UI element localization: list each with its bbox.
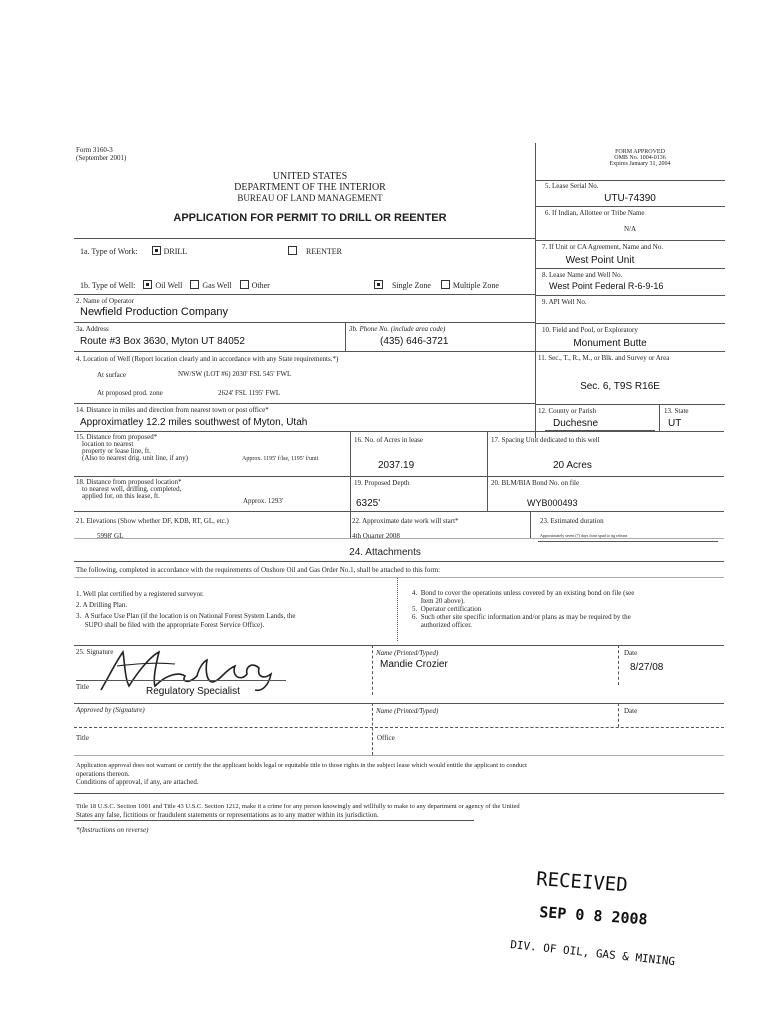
other-label: Other [251, 281, 270, 290]
duration: Approximately seven (7) days from spud to rig release. [540, 533, 629, 538]
approved-date-label: Date [624, 707, 638, 715]
row15-label-line: property or lease line, ft. [82, 447, 151, 455]
unit-agreement: West Point Unit [565, 255, 635, 266]
approval-line: OMB No. 1004-0136 [614, 155, 666, 161]
signature-label: 25. Signature [76, 648, 114, 656]
type-of-work-label: 1a. Type of Work: [80, 247, 138, 256]
signature-date: 8/27/08 [630, 662, 664, 673]
other-checkbox[interactable] [240, 280, 249, 289]
duration-label: 23. Estimated duration [540, 517, 604, 525]
f9-label: 9. API Well No. [542, 298, 587, 306]
omb-approval [560, 149, 720, 167]
reenter-label: REENTER [306, 247, 342, 256]
footer-notice [76, 762, 721, 786]
footer-line: operations thereon. [76, 770, 130, 778]
title-label: Title [76, 683, 89, 691]
legal-line: States any false, fictitious or fraudulent statements or representations as to any matter within its jurisdiction. [76, 811, 379, 819]
row18-label-line: applied for, on this lease, ft. [82, 492, 160, 500]
footer-line: Application approval does not warrant or certify the the applicant holds legal or equitable title to those rights in the subject lease which would entitle the applicant to conduct [76, 762, 527, 769]
f10-label: 10. Field and Pool, or Exploratory [542, 326, 638, 334]
approved-by-label: Approved by (Signature) [76, 706, 145, 714]
row18-label-line: to nearest well, drilling, completed, [82, 485, 182, 493]
gas-well-checkbox[interactable] [190, 280, 199, 289]
single-zone-checkbox[interactable] [374, 280, 383, 289]
surface-location: NW/SW (LOT #6) 2030' FSL 545' FWL [178, 370, 292, 378]
bond-label: 20. BLM/BIA Bond No. on file [491, 479, 580, 487]
name-label: Name (Printed/Typed) [376, 649, 439, 657]
distance-town-label: 14. Distance in miles and direction from nearest town or post office* [76, 406, 269, 414]
type-of-work [80, 246, 187, 257]
division-stamp: DIV. OF OIL, GAS & MINING [509, 938, 676, 969]
form-number: Form 3160-3 [76, 146, 113, 154]
lease-serial-no: UTU-74390 [604, 193, 656, 204]
row15-label [76, 434, 188, 462]
phone-label: 3b. Phone No. (include area code) [349, 325, 446, 333]
reenter-checkbox[interactable] [288, 246, 297, 255]
operator-address: Route #3 Box 3630, Myton UT 84052 [80, 336, 245, 347]
reenter-option [288, 246, 342, 257]
lease-name-well-no: West Point Federal R-6-9-16 [549, 281, 664, 291]
spacing-label: 17. Spacing Unit dedicated to this well [491, 436, 600, 444]
row15-label-line: (Also to nearest drig. unit line, if any) [82, 454, 188, 462]
state: UT [668, 418, 682, 429]
address-label: 3a. Address [76, 325, 109, 333]
f11-label: 11. Sec., T., R., M., or Blk. and Survey or Area [538, 354, 670, 362]
drill-checkbox[interactable] [152, 246, 161, 255]
row15-label-line: location to nearest [82, 440, 134, 448]
county: Duchesne [553, 418, 599, 429]
agency-line: BUREAU OF LAND MANAGEMENT [237, 193, 383, 203]
agency-heading [160, 171, 460, 204]
attachment-item: 5. Operator certification [412, 605, 482, 613]
page-title: APPLICATION FOR PERMIT TO DRILL OR REENTER [173, 212, 447, 224]
row18-label-line: 18. Distance from proposed location* [76, 478, 182, 486]
f5-label: 5. Lease Serial No. [545, 182, 599, 190]
office-label: Office [377, 734, 395, 742]
received-date-stamp: SEP 0 8 2008 [538, 903, 649, 929]
f7-label: 7. If Unit or CA Agreement, Name and No. [542, 243, 664, 251]
gas-well-label: Gas Well [202, 281, 232, 290]
oil-well-checkbox[interactable] [143, 280, 152, 289]
spacing-unit: 20 Acres [553, 460, 592, 471]
attachment-item: 6. Such other site specific information and/or plans as may be required by the [412, 613, 631, 621]
agency-line: UNITED STATES [272, 171, 348, 182]
signer-name: Mandie Crozier [380, 659, 448, 670]
agency-line: DEPARTMENT OF THE INTERIOR [234, 182, 386, 193]
attachment-item: SUPO shall be filed with the appropriate Forest Service Office). [76, 621, 265, 629]
drill-label: DRILL [163, 247, 188, 256]
type-of-well [80, 280, 270, 291]
received-stamp: RECEIVED [535, 868, 629, 897]
attachment-item: 2. A Drilling Plan. [76, 601, 128, 609]
section-township: Sec. 6, T9S R16E [580, 381, 660, 392]
start-date: 4th Quarter 2008 [352, 532, 400, 540]
elevation: 5998' GL [97, 532, 124, 540]
attachment-item: Item 20 above). [412, 597, 465, 605]
attachments-intro: The following, completed in accordance with the requirements of Onshore Oil and Gas Order No.1, shall be attached to this form: [76, 566, 441, 574]
distance-town: Approximatley 12.2 miles southwest of Myton, Utah [80, 417, 308, 428]
multiple-zone-checkbox[interactable] [441, 280, 450, 289]
form-date: (September 2001) [76, 154, 127, 162]
attachment-item: 1. Well plat certified by a registered surveyor. [76, 590, 204, 598]
legal-notice [76, 803, 721, 819]
row18-label [76, 479, 182, 500]
acres-label: 16. No. of Acres in lease [354, 436, 424, 444]
approval-line: FORM APPROVED [615, 149, 665, 155]
attachment-item: authorized officer. [412, 621, 472, 629]
operator-phone: (435) 646-3721 [380, 336, 449, 347]
f8-label: 8. Lease Name and Well No. [542, 271, 623, 279]
prod-zone-location: 2624' FSL 1195' FWL [218, 389, 281, 397]
attachments-title: 24. Attachments [349, 547, 421, 558]
bond-number: WYB000493 [527, 498, 578, 508]
prod-zone-label: At proposed prod. zone [97, 389, 163, 397]
elevation-label: 21. Elevations (Show whether DF, KDB, RT, GL, etc.) [76, 517, 229, 525]
zone-options [374, 280, 499, 291]
start-date-label: 22. Approximate date work will start* [352, 517, 459, 525]
attachment-item: 4. Bond to cover the operations unless covered by an existing bond on file (see [412, 589, 635, 597]
f12-label: 12. County or Parish [538, 407, 596, 415]
oil-well-label: Oil Well [155, 281, 183, 290]
date-label: Date [624, 649, 638, 657]
location-label: 4. Location of Well (Report location clearly and in accordance with any State requirements.*) [76, 355, 339, 363]
multiple-zone-label: Multiple Zone [452, 281, 499, 290]
approved-name-label: Name (Printed/Typed) [376, 707, 439, 715]
indian-allottee: N/A [623, 225, 637, 233]
attachments-right-list [412, 589, 634, 629]
surface-label: At surface [97, 371, 126, 379]
field-pool: Monument Butte [573, 338, 647, 349]
approval-line: Expires January 31, 2004 [609, 161, 671, 167]
title2-label: Title [76, 734, 89, 742]
attachments-left-list [76, 589, 296, 629]
attachment-item: 3. A Surface Use Plan (if the location is on National Forest System Lands, the [76, 612, 296, 620]
distance-lease-line: Approx. 1195' f/lse, 1195' f/unit [242, 456, 319, 462]
acres-in-lease: 2037.19 [378, 460, 415, 471]
footer-line: Conditions of approval, if any, are attached. [76, 778, 199, 786]
f6-label: 6. If Indian, Allottee or Tribe Name [545, 209, 645, 217]
row15-label-line: 15. Distance from proposed* [76, 433, 158, 441]
operator-name: Newfield Production Company [80, 306, 228, 318]
operator-label: 2. Name of Operator [76, 297, 134, 305]
f13-label: 13. State [664, 407, 689, 415]
legal-line: Title 18 U.S.C. Section 1001 and Title 43 U.S.C. Section 1212, make it a crime for any person knowingly and willfully to make to any department or agency of the United [76, 803, 520, 810]
distance-nearest-well: Approx. 1293' [243, 497, 284, 505]
single-zone-label: Single Zone [392, 281, 431, 290]
type-of-well-label: 1b. Type of Well: [80, 281, 136, 290]
instructions-note: *(Instructions on reverse) [76, 826, 149, 834]
signer-title: Regulatory Specialist [146, 686, 240, 697]
proposed-depth: 6325' [356, 498, 381, 509]
depth-label: 19. Proposed Depth [354, 479, 410, 487]
